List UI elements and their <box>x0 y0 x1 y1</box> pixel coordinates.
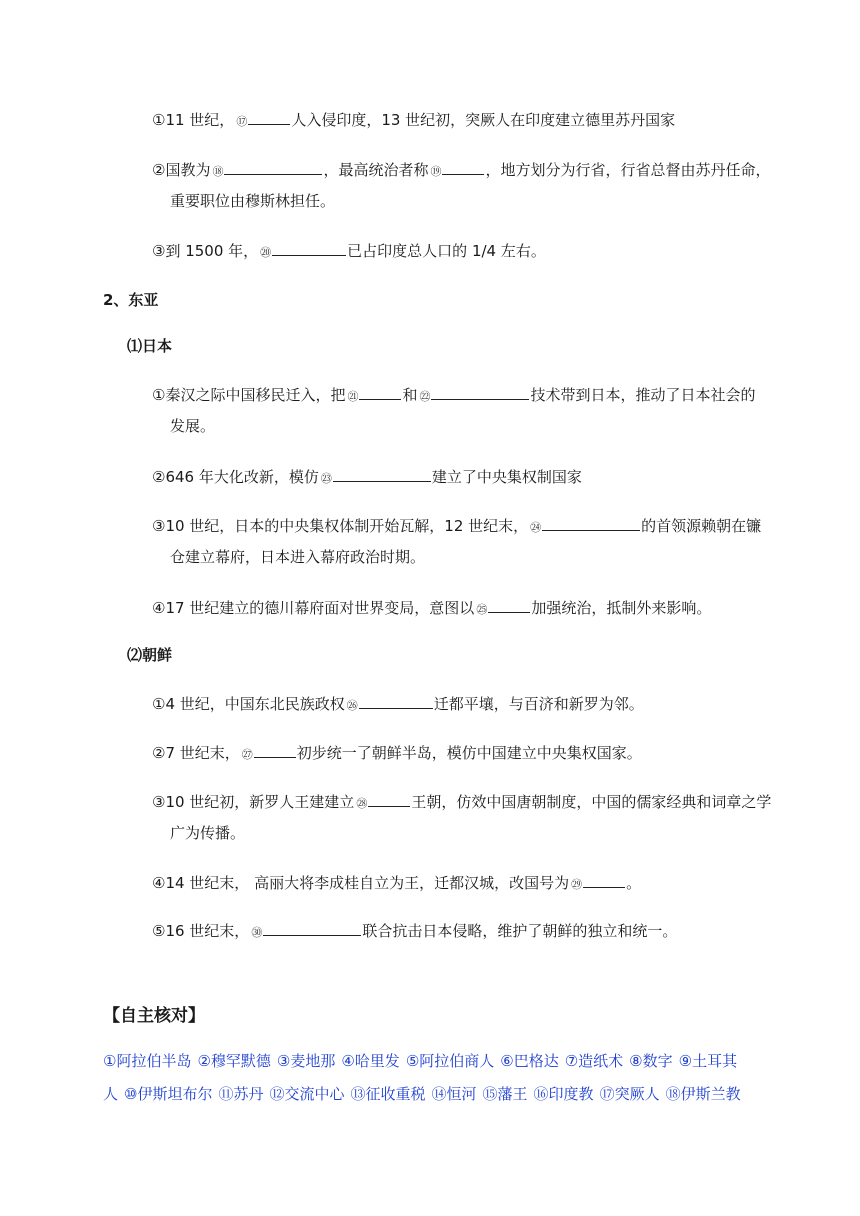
item-text: ④17 世纪建立的德川幕府面对世界变局，意图以 <box>152 599 475 617</box>
item-text: 。 <box>626 874 642 892</box>
japan-item-3-continued: 仓建立幕府，日本进入幕府政治时期。 <box>170 548 426 566</box>
answer-item: ⑨土耳其 <box>678 1052 738 1070</box>
item-text: ④14 世纪末， 高丽大将李成桂自立为王，迁都汉城，改国号为 <box>152 874 570 892</box>
item-text: 和 <box>402 386 418 404</box>
fill-blank[interactable] <box>488 597 530 613</box>
item-text: ①秦汉之际中国移民迁入，把 <box>152 386 346 404</box>
answer-row-2 <box>103 1084 747 1104</box>
answer-item: ⑱伊斯兰教 <box>665 1085 741 1103</box>
fill-blank[interactable] <box>368 791 410 807</box>
answer-item: ④哈里发 <box>341 1052 400 1070</box>
item-text: 人入侵印度，13 世纪初，突厥人在印度建立德里苏丹国家 <box>291 111 676 129</box>
item-text: ②国教为 <box>152 161 211 179</box>
korea-item-2 <box>152 742 642 765</box>
item-text: 迁都平壤，与百济和新罗为邻。 <box>433 695 644 713</box>
korea-item-1 <box>152 693 644 716</box>
blank-number: ⑲ <box>430 165 442 178</box>
fill-blank[interactable] <box>359 384 401 400</box>
fill-blank[interactable] <box>583 872 625 888</box>
blank-number: ㉕ <box>476 603 488 616</box>
blank-number: ⑳ <box>260 246 272 259</box>
item-text: 的首领源赖朝在镰 <box>641 517 762 535</box>
item-text: 建立了中央集权制国家 <box>431 468 582 486</box>
item-text: ⑤16 世纪末， <box>152 922 250 940</box>
fill-blank[interactable] <box>272 240 346 256</box>
fill-blank[interactable] <box>248 109 290 125</box>
item-text: ①4 世纪，中国东北民族政权 <box>152 695 345 713</box>
answer-item: ⑥巴格达 <box>500 1052 559 1070</box>
answer-item: ①阿拉伯半岛 <box>103 1052 192 1070</box>
fill-blank[interactable] <box>442 159 484 175</box>
item-text: ②7 世纪末， <box>152 744 240 762</box>
japan-item-4 <box>152 597 711 620</box>
item-text: 联合抗击日本侵略，维护了朝鲜的独立和统一。 <box>362 922 678 940</box>
item-text: ，最高统治者称 <box>323 161 429 179</box>
item-text: ③10 世纪初，新罗人王建建立 <box>152 793 355 811</box>
item-text: ②646 年大化改新，模仿 <box>152 468 319 486</box>
answer-item: ⑧数字 <box>629 1052 673 1070</box>
item-text: ①11 世纪， <box>152 111 235 129</box>
fill-blank[interactable] <box>263 920 361 936</box>
answer-item: ⑪苏丹 <box>218 1085 264 1103</box>
blank-number: ㉔ <box>530 521 542 534</box>
item-text: ，地方划分为行省，行省总督由苏丹任命， <box>485 161 771 179</box>
item-text: 王朝，仿效中国唐朝制度，中国的儒家经典和词章之学 <box>411 793 772 811</box>
korea-item-3-continued: 广为传播。 <box>170 824 246 842</box>
subsection-heading-korea: ⑵朝鲜 <box>127 646 173 664</box>
blank-number: ⑱ <box>212 165 224 178</box>
korea-item-4 <box>152 872 641 895</box>
answer-item: 人 <box>103 1085 119 1103</box>
blank-number: ㉑ <box>347 390 359 403</box>
section-heading-east-asia: 2、东亚 <box>103 291 159 309</box>
answer-item: ③麦地那 <box>276 1052 336 1070</box>
answer-key-title: 【自主核对】 <box>103 1006 205 1026</box>
answer-item: ⑤阿拉伯商人 <box>405 1052 495 1070</box>
item-text: 初步统一了朝鲜半岛，模仿中国建立中央集权国家。 <box>296 744 642 762</box>
item-text: 已占印度总人口的 1/4 左右。 <box>347 242 546 260</box>
blank-number: ㉗ <box>241 748 253 761</box>
india-item-2 <box>152 159 770 182</box>
item-text: 加强统治，抵制外来影响。 <box>531 599 712 617</box>
fill-blank[interactable] <box>333 466 431 482</box>
item-text: 技术带到日本，推动了日本社会的 <box>530 386 756 404</box>
blank-number: ⑰ <box>236 115 248 128</box>
blank-number: ㉒ <box>419 390 431 403</box>
answer-item: ⑩伊斯坦布尔 <box>124 1085 213 1103</box>
answer-item: ②穆罕默德 <box>197 1052 271 1070</box>
answer-item: ⑭恒河 <box>431 1085 477 1103</box>
fill-blank[interactable] <box>431 384 529 400</box>
fill-blank[interactable] <box>254 742 296 758</box>
india-item-3 <box>152 240 546 263</box>
blank-number: ㉙ <box>571 878 583 891</box>
fill-blank[interactable] <box>359 693 433 709</box>
blank-number: ㉓ <box>320 472 332 485</box>
answer-item: ⑰突厥人 <box>599 1085 660 1103</box>
answer-item: ⑮藩王 <box>482 1085 528 1103</box>
answer-item: ⑦造纸术 <box>564 1052 624 1070</box>
blank-number: ㉖ <box>346 699 358 712</box>
india-item-2-continued: 重要职位由穆斯林担任。 <box>170 192 336 210</box>
answer-item: ⑯印度教 <box>533 1085 594 1103</box>
subsection-heading-japan: ⑴日本 <box>127 337 173 355</box>
blank-number: ㉘ <box>356 797 368 810</box>
fill-blank[interactable] <box>224 159 322 175</box>
blank-number: ㉚ <box>251 926 263 939</box>
answer-item: ⑫交流中心 <box>269 1085 345 1103</box>
korea-item-3 <box>152 791 771 814</box>
answer-item: ⑬征收重税 <box>350 1085 426 1103</box>
fill-blank[interactable] <box>542 515 640 531</box>
japan-item-3 <box>152 515 761 538</box>
japan-item-1 <box>152 384 755 407</box>
india-item-1 <box>152 109 675 132</box>
item-text: ③10 世纪，日本的中央集权体制开始瓦解，12 世纪末， <box>152 517 529 535</box>
korea-item-5 <box>152 920 677 943</box>
japan-item-1-continued: 发展。 <box>170 417 216 435</box>
item-text: ③到 1500 年， <box>152 242 259 260</box>
answer-row-1 <box>103 1051 743 1071</box>
japan-item-2 <box>152 466 582 489</box>
